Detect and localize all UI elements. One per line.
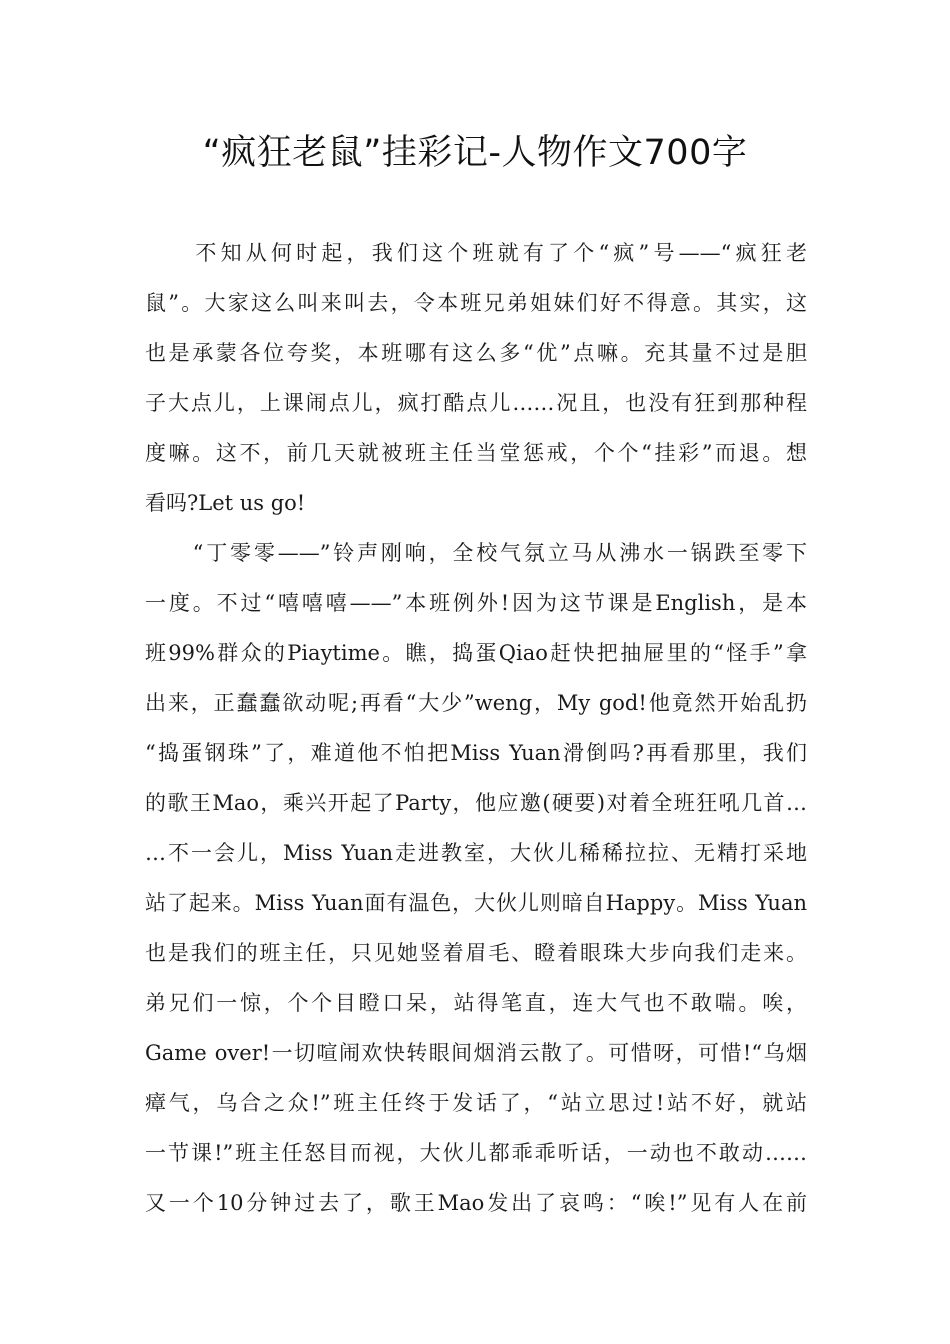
text-line: 的歌王Mao，乘兴开起了Party，他应邀(硬要)对着全班狂吼几首… (145, 791, 807, 815)
text-line: 出来，正蠢蠢欲动呢;再看“大少”weng，My god!他竟然开始乱扔 (145, 691, 807, 715)
text-line: 子大点儿，上课闹点儿，疯打酷点儿……况且，也没有狂到那种程 (145, 391, 807, 415)
text-line: 也是我们的班主任，只见她竖着眉毛、瞪着眼珠大步向我们走来。 (145, 941, 807, 965)
text-line: 看吗?Let us go! (145, 491, 306, 515)
text-line: …不一会儿，Miss Yuan走进教室，大伙儿稀稀拉拉、无精打采地 (145, 841, 807, 865)
text-line: 也是承蒙各位夸奖，本班哪有这么多“优”点嘛。充其量不过是胆 (145, 341, 807, 365)
text-line: 弟兄们一惊，个个目瞪口呆，站得笔直，连大气也不敢喘。唉， (145, 991, 807, 1015)
paragraph-1 (145, 228, 807, 528)
text-line: “丁零零——”铃声刚响，全校气氛立马从沸水一锅跌至零下 (145, 541, 807, 565)
document-body (145, 228, 807, 1228)
text-line: 一度。不过“嘻嘻嘻——”本班例外!因为这节课是English，是本 (145, 591, 807, 615)
text-line: 班99%群众的Piaytime。瞧，捣蛋Qiao赶快把抽屉里的“怪手”拿 (145, 641, 807, 665)
paragraph-2 (145, 528, 807, 1228)
text-line: 鼠”。大家这么叫来叫去，令本班兄弟姐妹们好不得意。其实，这 (145, 291, 807, 315)
text-line: 瘴气，乌合之众!”班主任终于发话了，“站立思过!站不好，就站 (145, 1091, 807, 1115)
text-line: “捣蛋钢珠”了，难道他不怕把Miss Yuan滑倒吗?再看那里，我们 (145, 741, 807, 765)
text-line: 不知从何时起，我们这个班就有了个“疯”号——“疯狂老 (145, 241, 807, 265)
document-title: “疯狂老鼠”挂彩记-人物作文700字 (202, 133, 748, 173)
text-line: 一节课!”班主任怒目而视，大伙儿都乖乖听话，一动也不敢动…… (145, 1141, 807, 1165)
text-line: 度嘛。这不，前几天就被班主任当堂惩戒，个个“挂彩”而退。想 (145, 441, 807, 465)
text-line: Game over!一切喧闹欢快转眼间烟消云散了。可惜呀，可惜!“乌烟 (145, 1041, 807, 1065)
text-line: 又一个10分钟过去了，歌王Mao发出了哀鸣：“唉!”见有人在前 (145, 1191, 807, 1215)
text-line: 站了起来。Miss Yuan面有温色，大伙儿则暗自Happy。Miss Yuan (145, 891, 807, 915)
